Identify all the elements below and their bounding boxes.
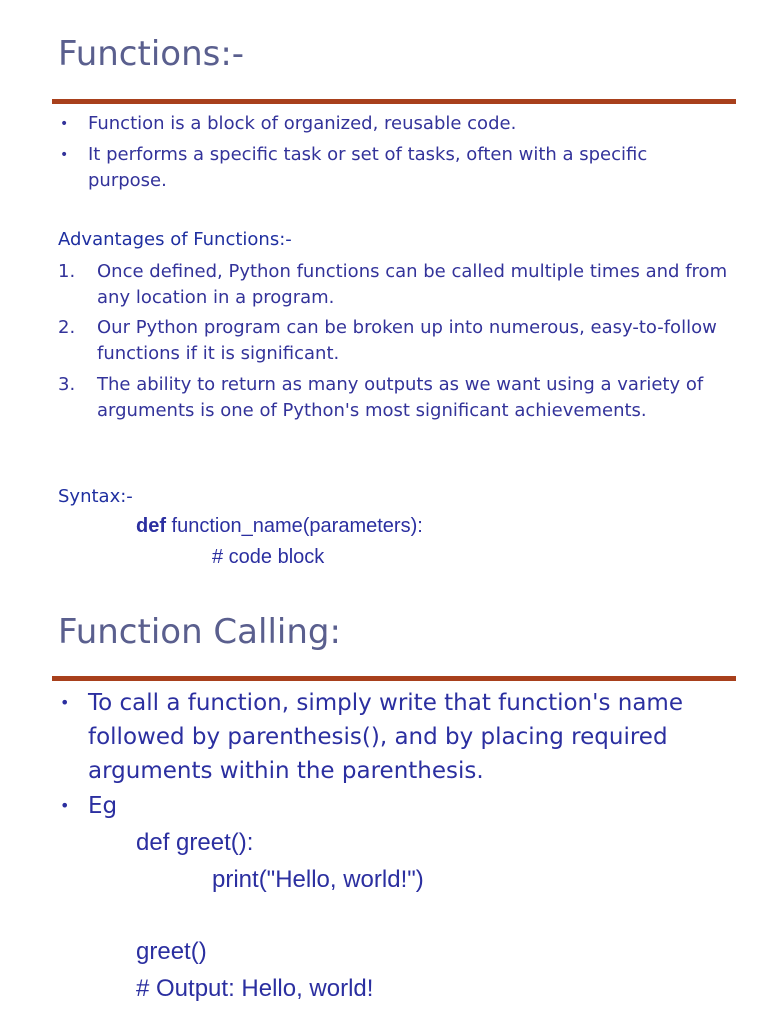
list-item	[58, 259, 738, 311]
syntax-heading: Syntax:-	[58, 486, 133, 507]
list-item	[60, 686, 750, 788]
example-code-line: # Output: Hello, world!	[136, 975, 374, 1002]
list-number: 2.	[58, 317, 76, 338]
code-signature: function_name(parameters):	[166, 515, 423, 537]
list-item	[60, 142, 730, 194]
page-title-functions: Functions:-	[58, 34, 245, 74]
list-item	[60, 111, 730, 137]
bullet-text: Function is a block of organized, reusable code.	[88, 113, 517, 134]
bullet-icon: •	[60, 116, 69, 132]
bullet-icon: •	[60, 796, 70, 815]
example-code-line: def greet():	[136, 829, 254, 856]
bullet-text: It performs a specific task or set of tasks, often with a specific purpose.	[88, 144, 648, 191]
syntax-body-line: # code block	[212, 546, 325, 568]
title-divider	[52, 99, 736, 104]
list-item	[58, 372, 738, 450]
code-keyword: def	[136, 515, 166, 537]
list-number: 1.	[58, 261, 76, 282]
list-number: 3.	[58, 374, 76, 395]
bullet-text: To call a function, simply write that function's name followed by parenthesis(), and by placing required arguments within the parenthesis.	[88, 690, 683, 784]
title-divider	[52, 676, 736, 681]
page-title-function-calling: Function Calling:	[58, 612, 341, 652]
list-text: Once defined, Python functions can be called multiple times and from any location in a program.	[97, 261, 728, 308]
list-item	[58, 315, 738, 367]
example-code-line: greet()	[136, 938, 207, 965]
bullet-icon: •	[60, 147, 69, 163]
example-code-line: print("Hello, world!")	[212, 866, 424, 893]
list-item	[60, 789, 750, 823]
bullet-icon: •	[60, 693, 70, 712]
list-text: The ability to return as many outputs as we want using a variety of arguments is one of Python's most significant achievements.	[97, 374, 704, 421]
bullet-text: Eg	[88, 793, 118, 819]
list-text: Our Python program can be broken up into numerous, easy-to-follow functions if it is significant.	[97, 317, 717, 364]
advantages-heading: Advantages of Functions:-	[58, 229, 292, 250]
syntax-signature-line	[136, 515, 423, 538]
